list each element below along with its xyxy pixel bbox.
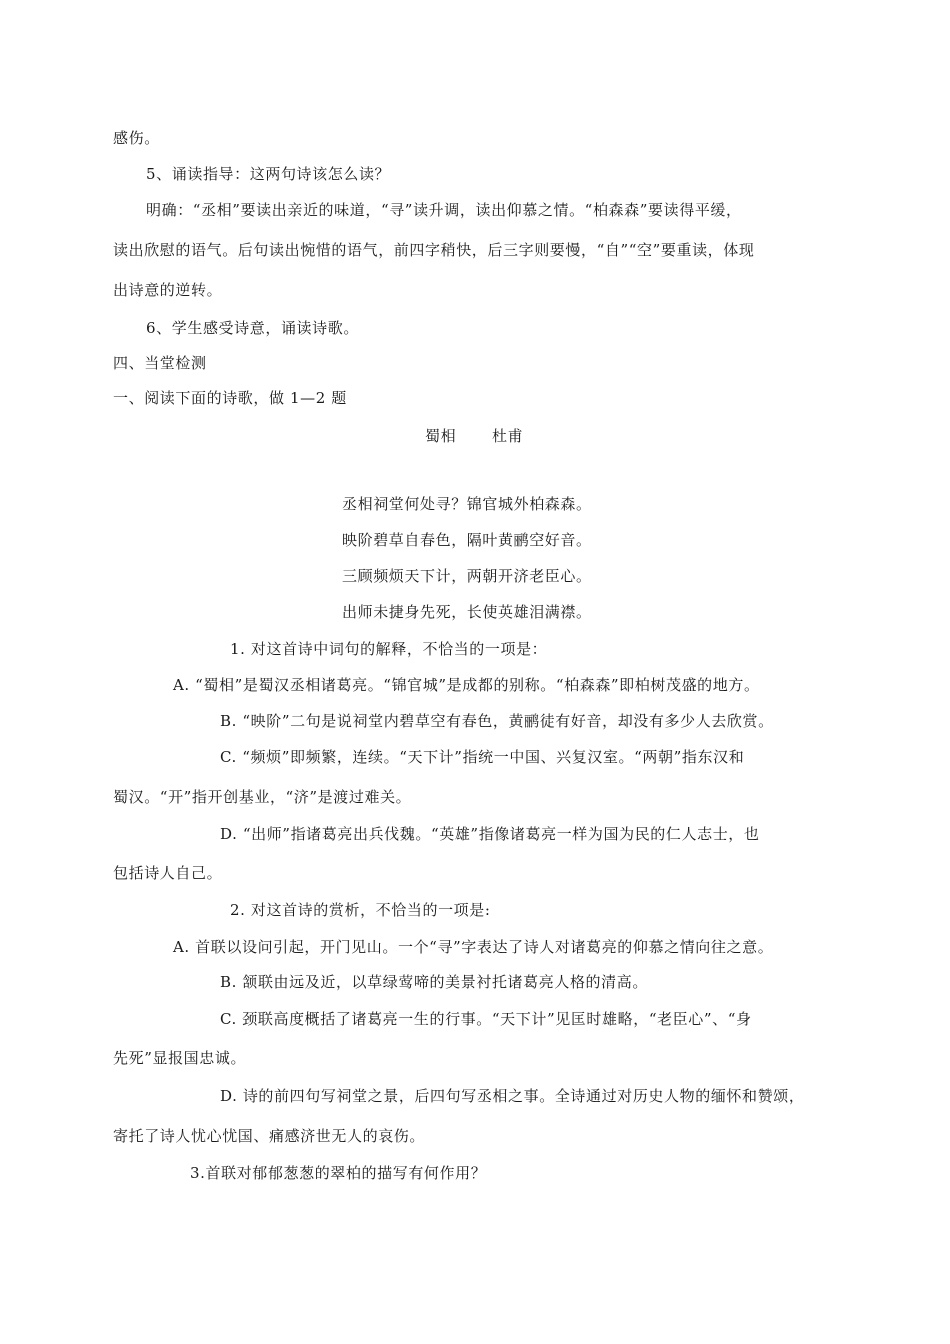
poem-line: 映阶碧草自春色，隔叶黄鹂空好音。 — [342, 531, 592, 549]
paragraph-line: 5、诵读指导：这两句诗该怎么读？ — [146, 165, 391, 183]
question-stem: 1. 对这首诗中词句的解释，不恰当的一项是： — [230, 640, 548, 658]
option-d: D. 诗的前四句写祠堂之景，后四句写丞相之事。全诗通过对历史人物的缅怀和赞颂， — [220, 1087, 805, 1105]
option-c-continued: 先死”显报国忠诚。 — [113, 1049, 247, 1067]
option-d: D. “出师”指诸葛亮出兵伐魏。“英雄”指像诸葛亮一样为国为民的仁人志士，也 — [220, 825, 760, 843]
question-stem: 2. 对这首诗的赏析，不恰当的一项是: — [230, 901, 491, 919]
paragraph-line: 感伤。 — [113, 129, 160, 147]
option-c-continued: 蜀汉。“开”指开创基业，“济”是渡过难关。 — [113, 788, 412, 806]
option-b: B. 颔联由远及近，以草绿莺啼的美景衬托诸葛亮人格的清高。 — [220, 973, 648, 991]
section-heading: 一、阅读下面的诗歌，做 1—2 题 — [113, 389, 347, 407]
option-c: C. 颈联高度概括了诸葛亮一生的行事。“天下计”见匡时雄略，“老臣心”、“身 — [220, 1010, 752, 1028]
poem-line: 三顾频烦天下计，两朝开济老臣心。 — [342, 567, 592, 585]
question-stem: 3.首联对郁郁葱葱的翠柏的描写有何作用？ — [190, 1164, 487, 1182]
option-a: A. 首联以设问引起，开门见山。一个“寻”字表达了诗人对诸葛亮的仰慕之情向往之意。 — [173, 938, 774, 956]
poem-title: 蜀相 — [425, 427, 457, 445]
option-d-continued: 包括诗人自己。 — [113, 864, 223, 882]
paragraph-line: 出诗意的逆转。 — [113, 281, 223, 299]
paragraph-line: 读出欣慰的语气。后句读出惋惜的语气，前四字稍快，后三字则要慢，“自”“空”要重读，体现 — [113, 241, 755, 259]
paragraph-line: 明确：“丞相”要读出亲近的味道，“寻”读升调，读出仰慕之情。“柏森森”要读得平缓， — [146, 201, 742, 219]
option-a: A. “蜀相”是蜀汉丞相诸葛亮。“锦官城”是成都的别称。“柏森森”即柏树茂盛的地方。 — [173, 676, 760, 694]
option-c: C. “频烦”即频繁，连续。“天下计”指统一中国、兴复汉室。“两朝”指东汉和 — [220, 748, 745, 766]
poem-author: 杜甫 — [492, 427, 524, 445]
option-d-continued: 寄托了诗人忧心忧国、痛感济世无人的哀伤。 — [113, 1127, 426, 1145]
paragraph-line: 6、学生感受诗意，诵读诗歌。 — [146, 319, 359, 337]
section-heading: 四、当堂检测 — [113, 354, 207, 372]
option-b: B. “映阶”二句是说祠堂内碧草空有春色，黄鹂徒有好音，却没有多少人去欣赏。 — [220, 712, 774, 730]
poem-line: 出师未捷身先死，长使英雄泪满襟。 — [342, 603, 592, 621]
poem-line: 丞相祠堂何处寻？锦官城外柏森森。 — [342, 495, 592, 513]
